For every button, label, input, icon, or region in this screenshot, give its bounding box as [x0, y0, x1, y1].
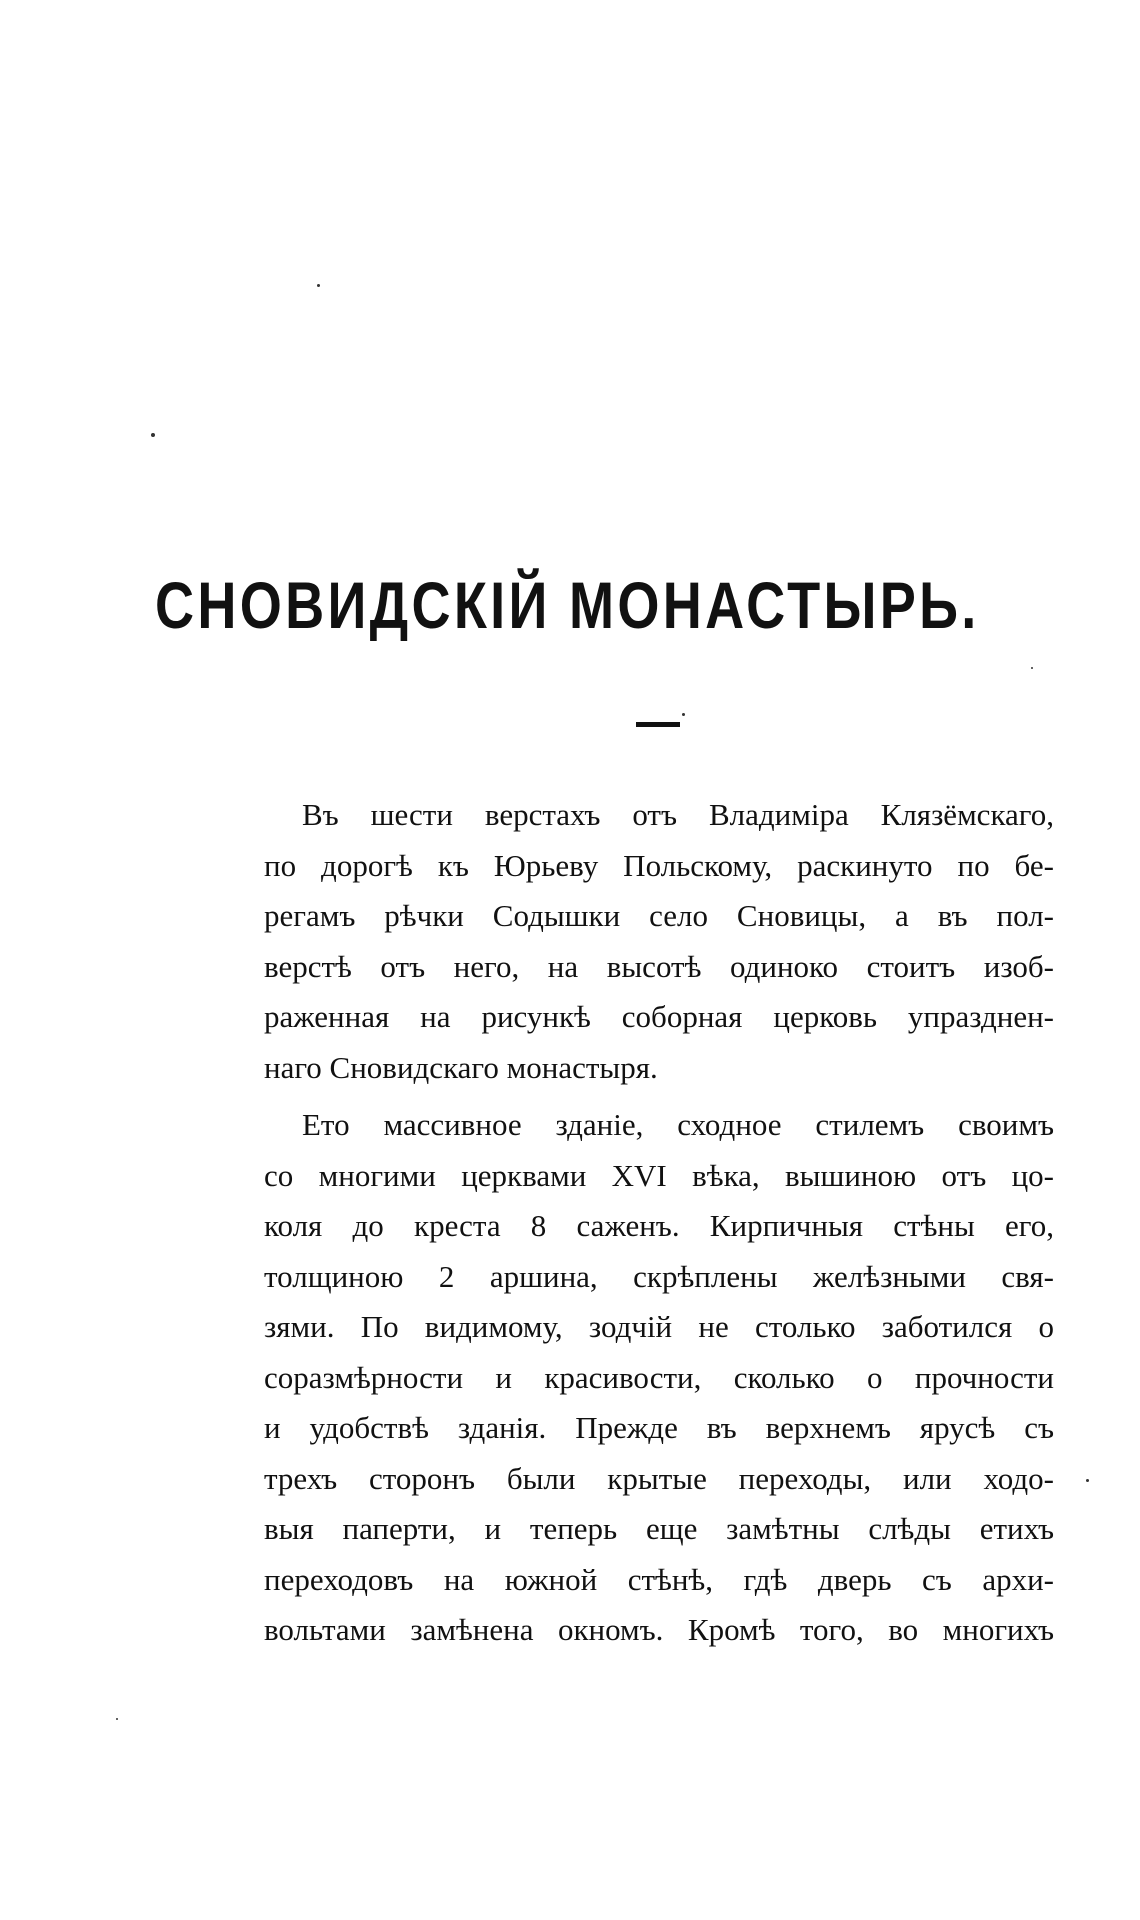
speck-2 [151, 433, 155, 437]
paragraph-line: толщиною 2 аршина, скрѣплены желѣзными свя- [264, 1258, 1054, 1294]
paragraph-2 [264, 1100, 1054, 1656]
paragraph-line: соразмѣрности и красивости, сколько о прочности [264, 1359, 1054, 1395]
paragraph-line: трехъ сторонъ были крытые переходы, или ходо- [264, 1460, 1054, 1496]
paragraph-line: Въ шести верстахъ отъ Владиміра Клязёмскаго, [302, 797, 1054, 832]
paragraph-line: раженная на рисункѣ соборная церковь упразднен- [264, 999, 1054, 1034]
paragraph-line: переходовъ на южной стѣнѣ, гдѣ дверь съ архи- [264, 1561, 1054, 1597]
speck-3 [682, 713, 685, 716]
paragraph-line: коля до креста 8 саженъ. Кирпичныя стѣны его, [264, 1208, 1054, 1243]
paragraph-line: со многими церквами XVI вѣка, вышиною отъ цо- [264, 1157, 1054, 1193]
paragraph-line: и удобствѣ зданія. Прежде въ верхнемъ ярусѣ съ [264, 1410, 1054, 1445]
paragraph-line: регамъ рѣчки Содышки село Сновицы, а въ пол- [264, 898, 1054, 933]
paragraph-line: вольтами замѣнена окномъ. Кромѣ того, во многихъ [264, 1612, 1054, 1647]
paragraph-1 [264, 790, 1054, 1093]
title-separator-rule [636, 722, 680, 727]
speck-4 [1031, 667, 1033, 669]
paragraph-line: верстѣ отъ него, на высотѣ одиноко стоитъ изоб- [264, 948, 1054, 984]
speck-1 [317, 284, 320, 287]
speck-6 [116, 1718, 118, 1720]
speck-5 [1086, 1479, 1089, 1482]
paragraph-line: Ето массивное зданіе, сходное стилемъ своимъ [302, 1107, 1054, 1142]
paragraph-line: наго Сновидскаго монастыря. [264, 1049, 658, 1085]
paragraph-line: по дорогѣ къ Юрьеву Польскому, раскинуто по бе- [264, 847, 1054, 883]
chapter-title: СНОВИДСКІЙ МОНАСТЫРЬ. [155, 568, 980, 642]
paragraph-line: зями. По видимому, зодчій не столько заботился о [264, 1309, 1054, 1344]
paragraph-line: выя паперти, и теперь еще замѣтны слѣды етихъ [264, 1511, 1054, 1546]
